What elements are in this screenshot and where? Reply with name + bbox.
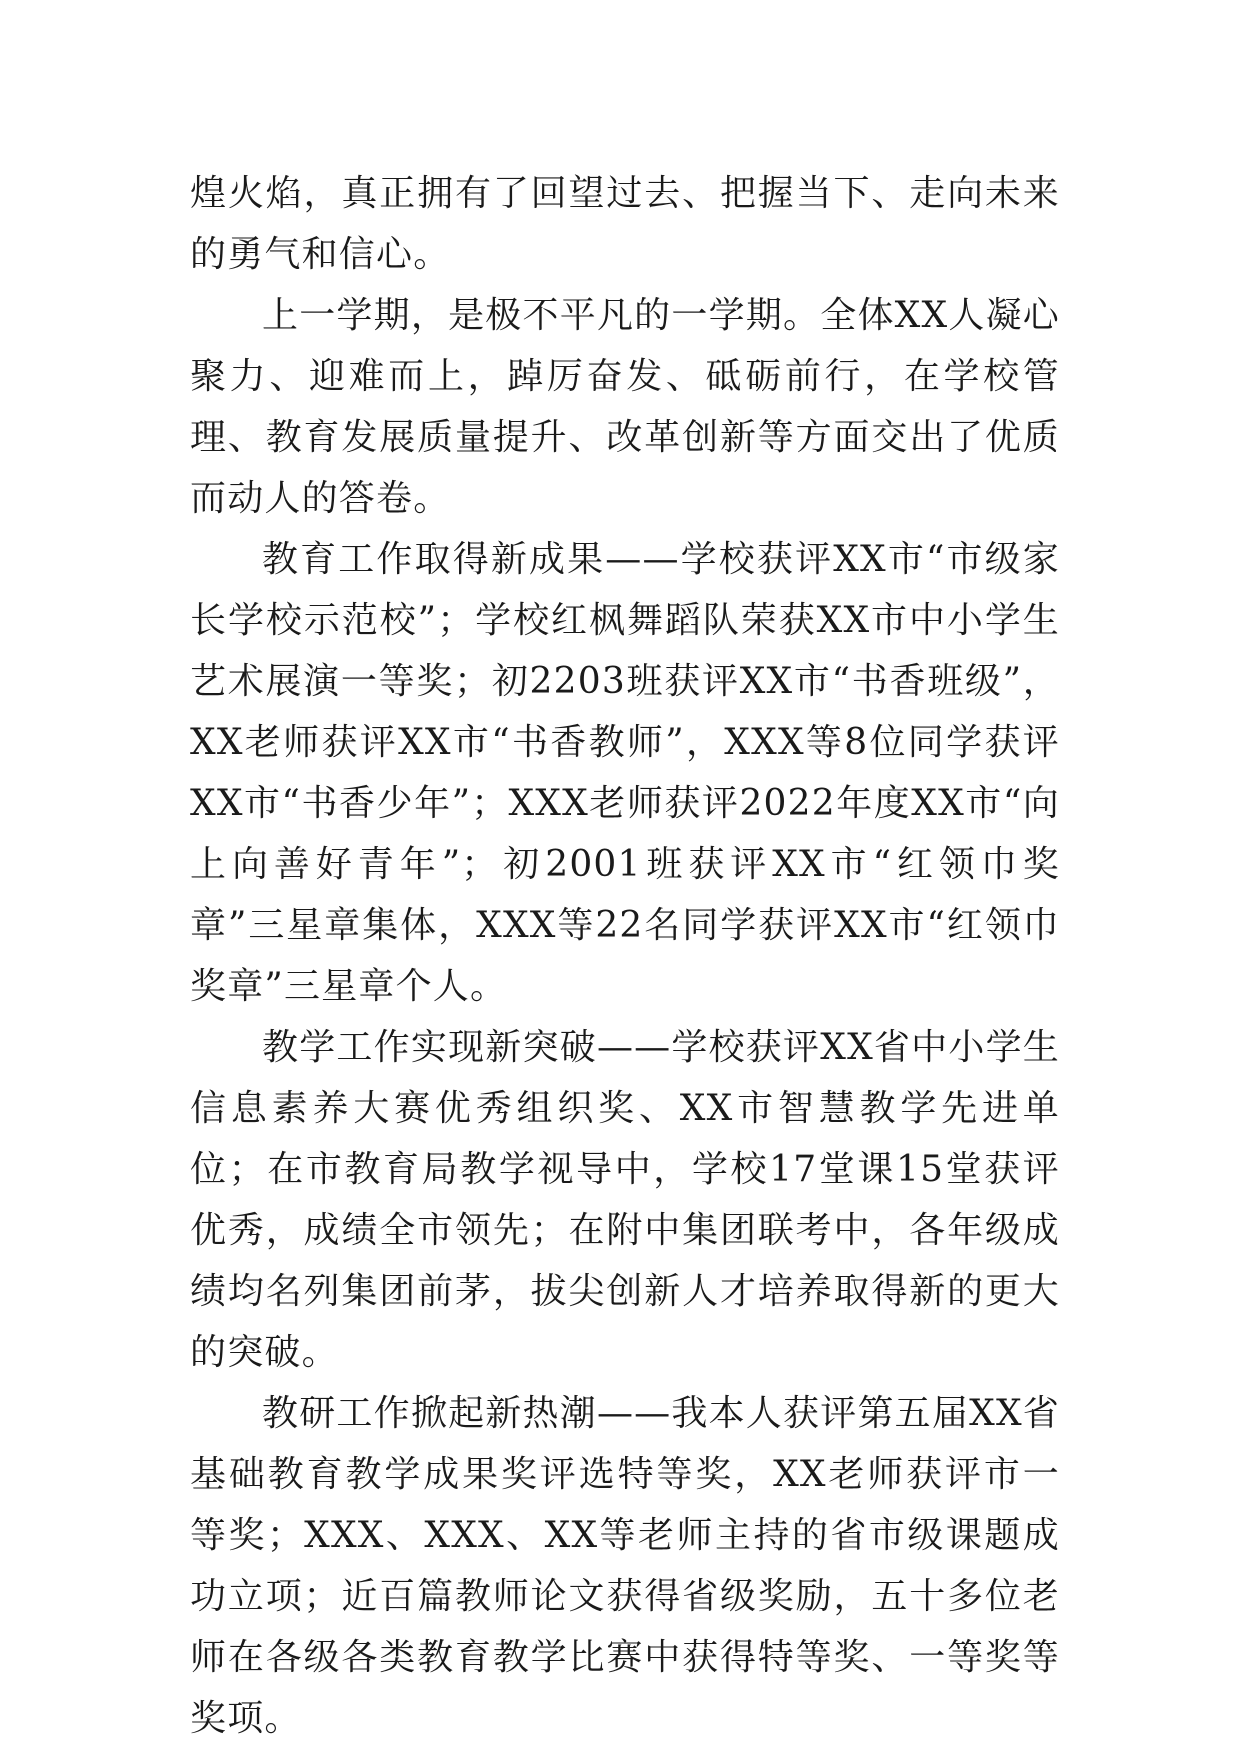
paragraph-research-achievements: 教研工作掀起新热潮——我本人获评第五届XX省基础教育教学成果奖评选特等奖，XX老师获评市一等奖；XXX、XXX、XX等老师主持的省市级课题成功立项；近百篇教师论文获得省级奖励，五十多位老师在各级各类教育教学比赛中获得特等奖、一等奖等奖项。 [190, 1393, 1060, 1739]
paragraph-continuation: 煌火焰，真正拥有了回望过去、把握当下、走向未来的勇气和信心。 [190, 173, 1060, 275]
document-body [190, 163, 1060, 1749]
paragraph-education-achievements: 教育工作取得新成果——学校获评XX市“市级家长学校示范校”；学校红枫舞蹈队荣获XX市中小学生艺术展演一等奖；初2203班获评XX市“书香班级”，XX老师获评XX市“书香教师”，XXX等8位同学获评XX市“书香少年”；XXX老师获评2022年度XX市“向上向善好青年”；初2001班获评XX市“红领巾奖章”三星章集体，XXX等22名同学获评XX市“红领巾奖章”三星章个人。 [190, 539, 1060, 1007]
paragraph-semester-summary: 上一学期，是极不平凡的一学期。全体XX人凝心聚力、迎难而上，踔厉奋发、砥砺前行，在学校管理、教育发展质量提升、改革创新等方面交出了优质而动人的答卷。 [190, 295, 1060, 519]
paragraph-teaching-breakthroughs: 教学工作实现新突破——学校获评XX省中小学生信息素养大赛优秀组织奖、XX市智慧教学先进单位；在市教育局教学视导中，学校17堂课15堂获评优秀，成绩全市领先；在附中集团联考中，各年级成绩均名列集团前茅，拔尖创新人才培养取得新的更大的突破。 [190, 1027, 1060, 1373]
